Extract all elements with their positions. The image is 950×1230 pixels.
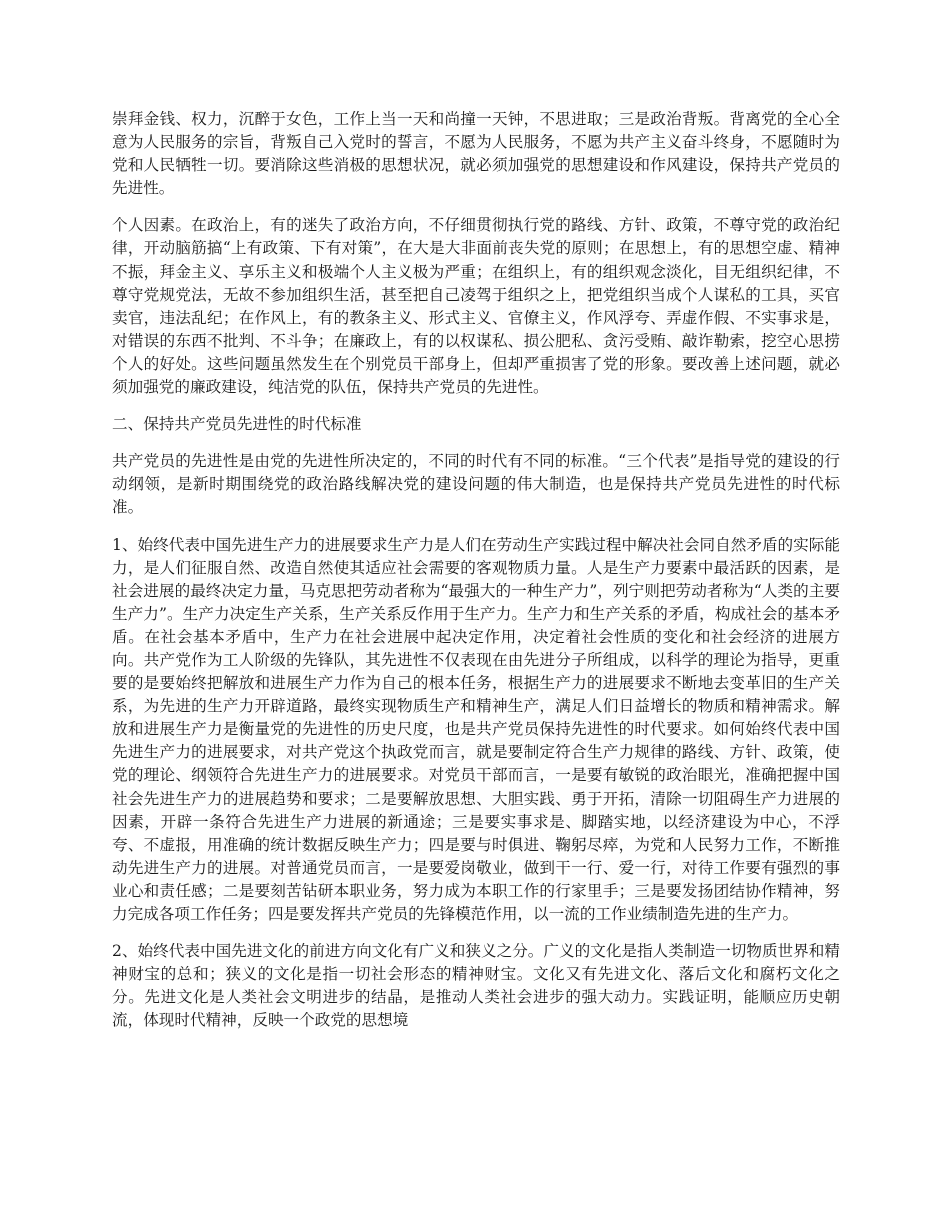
paragraph-personal-factors: 个人因素。在政治上，有的迷失了政治方向，不仔细贯彻执行党的路线、方针、政策，不尊守党的政治纪律，开动脑筋搞“上有政策、下有对策”，在大是大非面前丧失党的原则；在思想上，有的思想空虚、精神不振，拜金主义、享乐主义和极端个人主义极为严重；在组织上，有的组织观念淡化，目无组织纪律，不尊守党规党法，无故不参加组织生活，甚至把自己凌驾于组织之上，把党组织当成个人谋私的工具，买官卖官，违法乱纪；在作风上，有的教条主义、形式主义、官僚主义，作风浮夸、弄虚作假、不实事求是，对错误的东西不批判、不斗争；在廉政上，有的以权谋私、损公肥私、贪污受贿、敲诈勒索，挖空心思捞个人的好处。这些问题虽然发生在个别党员干部身上，但却严重损害了党的形象。要改善上述问题，就必须加强党的廉政建设，纯洁党的队伍，保持共产党员的先进性。 xyxy=(112,216,840,397)
section-heading: 二、保持共产党员先进性的时代标准 xyxy=(112,415,362,434)
paragraph-era-standard: 共产党员的先进性是由党的先进性所决定的，不同的时代有不同的标准。“三个代表”是指导党的建设的行动纲领，是新时期围绕党的政治路线解决党的建设问题的伟大制造，也是保持共产党员先进性的时代标准。 xyxy=(112,452,840,517)
paragraph-productive-forces: 1、始终代表中国先进生产力的进展要求生产力是人们在劳动生产实践过程中解决社会同自然矛盾的实际能力，是人们征服自然、改造自然使其适应社会需要的客观物质力量。人是生产力要素中最活跃的因素，是社会进展的最终决定力量，马克思把劳动者称为“最强大的一种生产力”，列宁则把劳动者称为“人类的主要生产力”。生产力决定生产关系，生产关系反作用于生产力。生产力和生产关系的矛盾，构成社会的基本矛盾。在社会基本矛盾中，生产力在社会进展中起决定作用，决定着社会性质的变化和社会经济的进展方向。共产党作为工人阶级的先锋队，其先进性不仅表现在由先进分子所组成，以科学的理论为指导，更重要的是要始终把解放和进展生产力作为自己的根本任务，根据生产力的进展要求不断地去变革旧的生产关系，为先进的生产力开辟道路，最终实现物质生产和精神生产，满足人们日益增长的物质和精神需求。解放和进展生产力是衡量党的先进性的历史尺度，也是共产党员保持先进性的时代要求。如何始终代表中国先进生产力的进展要求，对共产党这个执政党而言，就是要制定符合生产力规律的路线、方针、政策，使党的理论、纲领符合先进生产力的进展要求。对党员干部而言，一是要有敏锐的政治眼光，准确把握中国社会先进生产力的进展趋势和要求；二是要解放思想、大胆实践、勇于开拓，清除一切阻碍生产力进展的因素，开辟一条符合先进生产力进展的新通途；三是要实事求是、脚踏实地，以经济建设为中心，不浮夸、不虚报，用准确的统计数据反映生产力；四是要与时俱进、鞠躬尽瘁，为党和人民努力工作，不断推动先进生产力的进展。对普通党员而言，一是要爱岗敬业，做到干一行、爱一行，对待工作要有强烈的事业心和责任感；二是要刻苦钻研本职业务，努力成为本职工作的行家里手；三是要发扬团结协作精神，努力完成各项工作任务；四是要发挥共产党员的先锋模范作用，以一流的工作业绩制造先进的生产力。 xyxy=(112,535,840,923)
document-page xyxy=(112,108,840,1046)
paragraph-political-betrayal: 崇拜金钱、权力，沉醉于女色，工作上当一天和尚撞一天钟，不思进取；三是政治背叛。背离党的全心全意为人民服务的宗旨，背叛自己入党时的誓言，不愿为人民服务，不愿为共产主义奋斗终身，不愿随时为党和人民牺牲一切。要消除这些消极的思想状况，就必须加强党的思想建设和作风建设，保持共产党员的先进性。 xyxy=(112,110,840,198)
paragraph-advanced-culture: 2、始终代表中国先进文化的前进方向文化有广义和狭义之分。广义的文化是指人类制造一切物质世界和精神财宝的总和；狭义的文化是指一切社会形态的精神财宝。文化又有先进文化、落后文化和腐朽文化之分。先进文化是人类社会文明进步的结晶，是推动人类社会进步的强大动力。实践证明，能顺应历史朝流，体现时代精神，反映一个政党的思想境 xyxy=(112,942,840,1030)
